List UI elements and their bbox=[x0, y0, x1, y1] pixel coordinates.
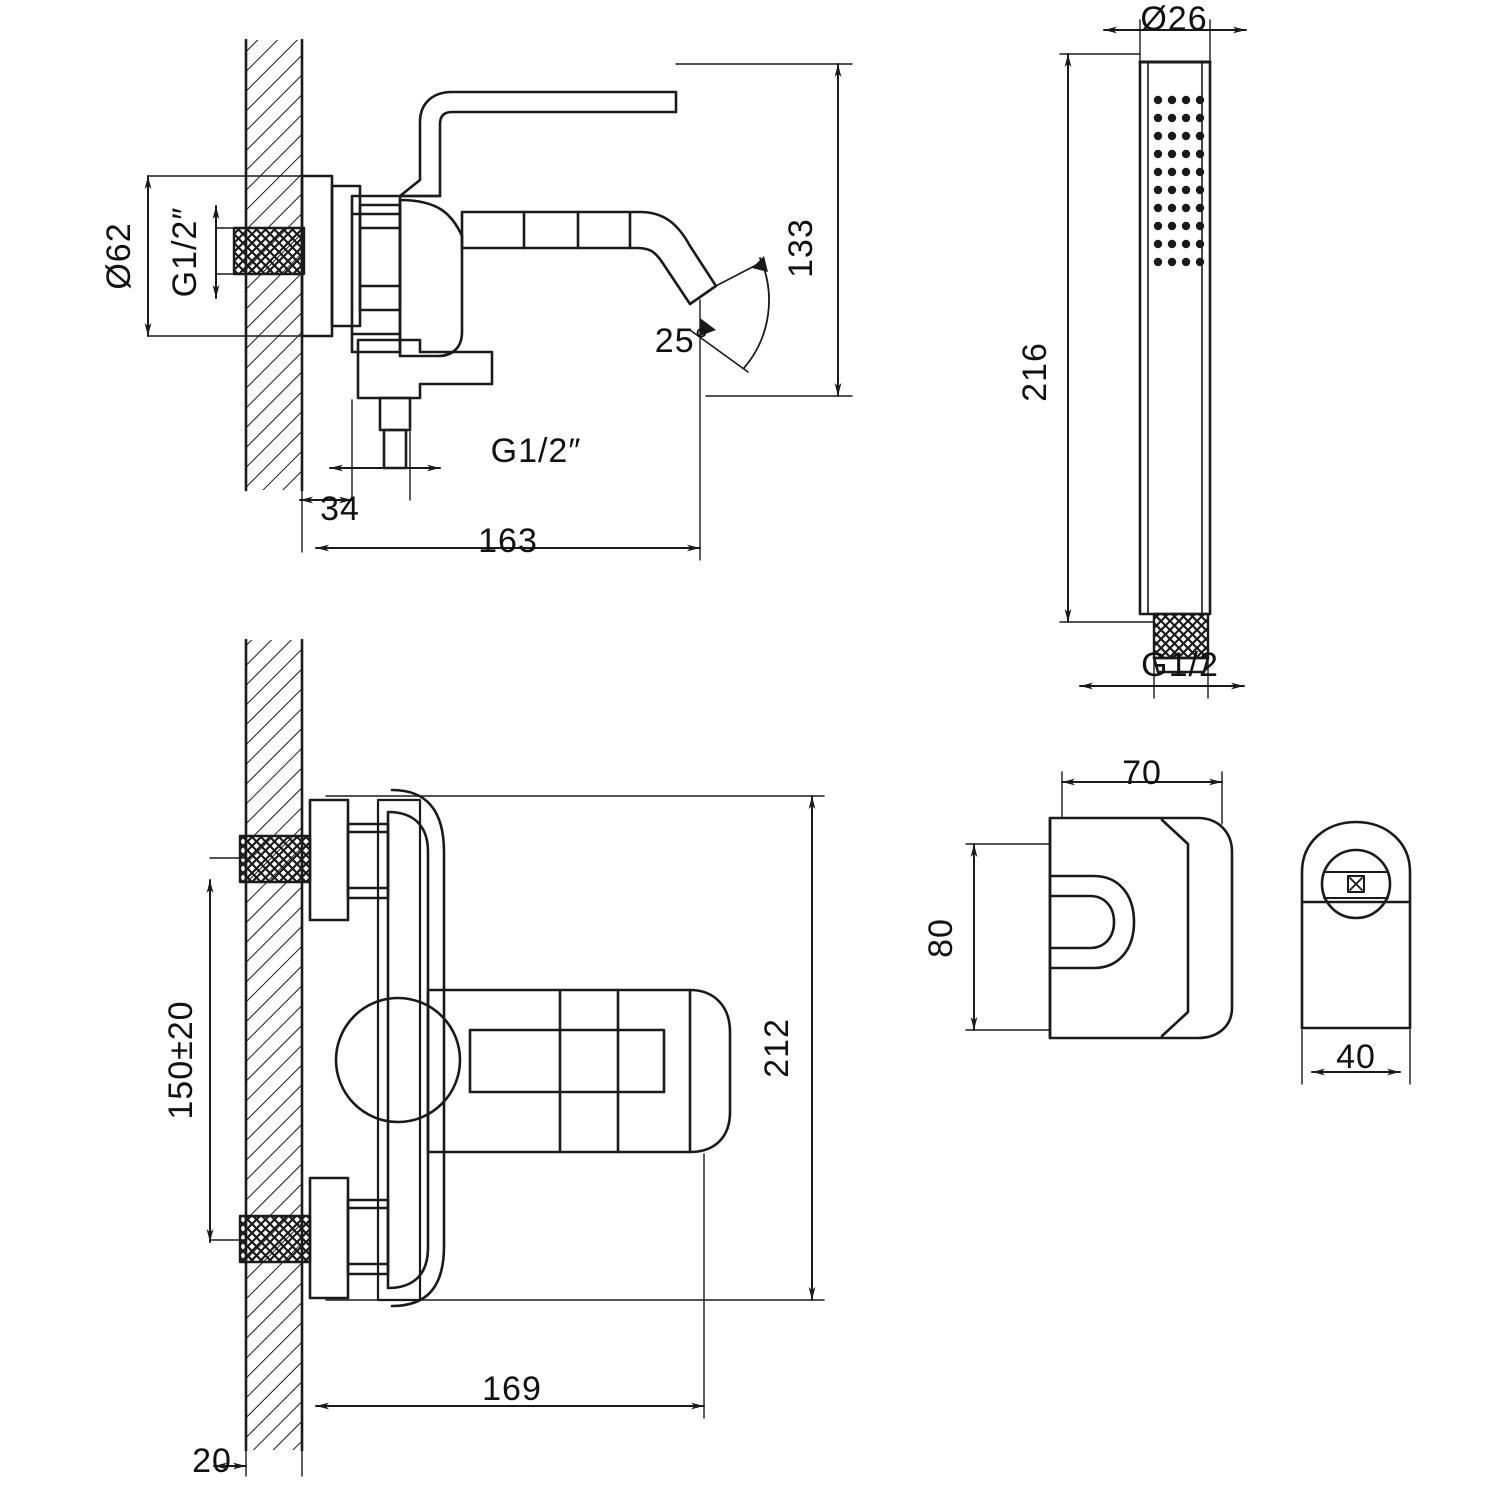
dimension-label-150-plusminus-20: 150±20 bbox=[162, 1000, 200, 1120]
dimension-label-163: 163 bbox=[478, 522, 538, 560]
dimension-label-diameter-26: Ø26 bbox=[1140, 0, 1208, 38]
dimension-label-34: 34 bbox=[320, 490, 360, 528]
dimension-label-133: 133 bbox=[782, 218, 820, 278]
dimension-label-angle-25: 25° bbox=[654, 322, 710, 360]
dimension-label-216: 216 bbox=[1016, 342, 1054, 402]
dimension-label-g-half-hose: G1/2 bbox=[1141, 646, 1219, 684]
hand-shower-view bbox=[1060, 20, 1246, 698]
dimension-label-169: 169 bbox=[482, 1370, 542, 1408]
dimension-label-g-half-inlet: G1/2″ bbox=[166, 206, 204, 298]
dimension-label-20: 20 bbox=[192, 1442, 232, 1480]
front-elevation-view bbox=[210, 640, 824, 1476]
dimension-label-diameter-62: Ø62 bbox=[100, 222, 138, 290]
dimension-label-70: 70 bbox=[1122, 754, 1162, 792]
dimension-label-80: 80 bbox=[922, 918, 960, 958]
dimension-label-g-half-outlet: G1/2″ bbox=[490, 432, 582, 470]
dimension-label-40: 40 bbox=[1336, 1038, 1376, 1076]
dimension-label-212: 212 bbox=[758, 1018, 796, 1078]
wall-bracket-front-view bbox=[966, 772, 1232, 1038]
side-elevation-view bbox=[148, 40, 852, 560]
